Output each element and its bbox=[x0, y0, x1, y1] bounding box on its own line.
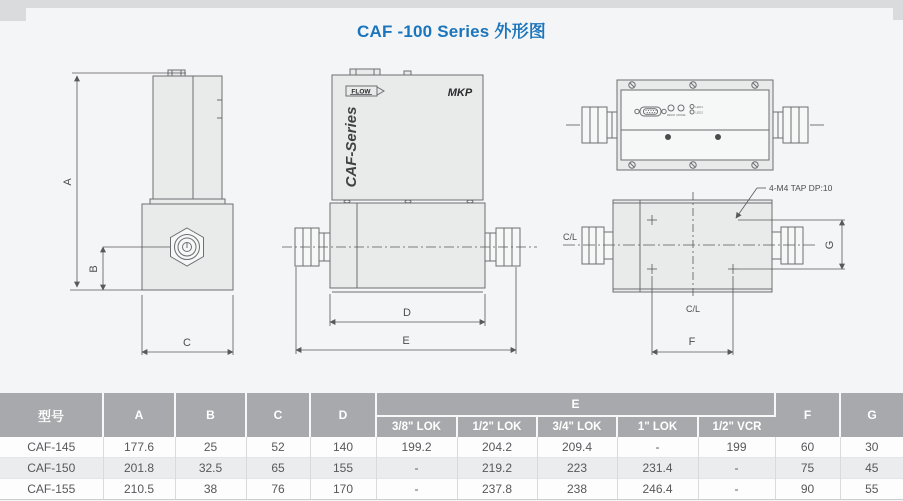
value-cell: 199 bbox=[698, 437, 775, 458]
top-view-panel bbox=[621, 90, 769, 160]
caf-series-label: CAF-Series bbox=[343, 106, 360, 188]
top-fitting-left bbox=[582, 107, 617, 143]
dim-label-d: D bbox=[403, 307, 411, 319]
tap-note-label: 4-M4 TAP DP:10 bbox=[769, 183, 833, 193]
model-cell: CAF-155 bbox=[0, 479, 103, 500]
value-cell: 75 bbox=[775, 458, 840, 479]
flow-label: FLOW bbox=[351, 88, 371, 96]
header-e: E bbox=[376, 393, 775, 416]
header-e-34lok: 3/4" LOK bbox=[537, 416, 617, 437]
dim-D bbox=[330, 294, 485, 326]
front-view bbox=[62, 70, 233, 355]
value-cell: 65 bbox=[246, 458, 310, 479]
header-e-12lok: 1/2" LOK bbox=[457, 416, 537, 437]
model-cell: CAF-145 bbox=[0, 437, 103, 458]
value-cell: 170 bbox=[310, 479, 376, 500]
brand-logo: MKP bbox=[447, 87, 473, 99]
value-cell: 223 bbox=[537, 458, 617, 479]
header-model: 型号 bbox=[0, 393, 103, 437]
table-row bbox=[0, 479, 903, 500]
value-cell: - bbox=[376, 479, 457, 500]
value-cell: 155 bbox=[310, 458, 376, 479]
front-valve-body bbox=[153, 76, 222, 199]
value-cell: 177.6 bbox=[103, 437, 175, 458]
page-title: CAF -100 Series 外形图 bbox=[357, 22, 546, 41]
value-cell: 238 bbox=[537, 479, 617, 500]
value-cell: 25 bbox=[175, 437, 246, 458]
dim-label-f: F bbox=[688, 336, 696, 348]
top-view bbox=[566, 80, 824, 170]
model-cell: CAF-150 bbox=[0, 458, 103, 479]
dim-C bbox=[142, 295, 233, 355]
side-flow-block bbox=[330, 203, 485, 288]
dimension-table bbox=[0, 393, 903, 500]
header-e-1lok: 1" LOK bbox=[617, 416, 698, 437]
front-flange bbox=[150, 199, 225, 204]
value-cell: 201.8 bbox=[103, 458, 175, 479]
value-cell: 237.8 bbox=[457, 479, 537, 500]
value-cell: 45 bbox=[840, 458, 903, 479]
value-cell: 76 bbox=[246, 479, 310, 500]
zero-button-label: ZERO bbox=[666, 113, 676, 117]
led1-label: LED1 bbox=[695, 105, 704, 109]
value-cell: 32.5 bbox=[175, 458, 246, 479]
header-e-12vcr: 1/2" VCR bbox=[698, 416, 775, 437]
value-cell: - bbox=[698, 479, 775, 500]
value-cell: 38 bbox=[175, 479, 246, 500]
bottom-view bbox=[563, 183, 845, 355]
side-view bbox=[282, 69, 537, 354]
mode-button-label: MODE bbox=[676, 113, 686, 117]
side-top-connector bbox=[350, 69, 380, 75]
header-c: C bbox=[246, 393, 310, 437]
value-cell: 246.4 bbox=[617, 479, 698, 500]
dim-label-e: E bbox=[402, 335, 410, 347]
led2-label: LED2 bbox=[695, 110, 704, 115]
header-e-38lok: 3/8" LOK bbox=[376, 416, 457, 437]
value-cell: - bbox=[376, 458, 457, 479]
value-cell: 60 bbox=[775, 437, 840, 458]
cl-label-bottom: C/L bbox=[685, 304, 701, 314]
value-cell: 55 bbox=[840, 479, 903, 500]
value-cell: - bbox=[698, 458, 775, 479]
value-cell: 204.2 bbox=[457, 437, 537, 458]
value-cell: 52 bbox=[246, 437, 310, 458]
top-fitting-right bbox=[773, 107, 808, 143]
bottom-fitting-left bbox=[582, 227, 613, 264]
value-cell: 199.2 bbox=[376, 437, 457, 458]
dim-label-c: C bbox=[183, 337, 191, 349]
value-cell: - bbox=[617, 437, 698, 458]
header-b: B bbox=[175, 393, 246, 437]
value-cell: 219.2 bbox=[457, 458, 537, 479]
bottom-view-outline bbox=[613, 200, 772, 292]
panel-screw bbox=[715, 134, 721, 140]
header-a: A bbox=[103, 393, 175, 437]
value-cell: 209.4 bbox=[537, 437, 617, 458]
value-cell: 90 bbox=[775, 479, 840, 500]
table-row bbox=[0, 458, 903, 479]
value-cell: 30 bbox=[840, 437, 903, 458]
dim-label-a: A bbox=[62, 178, 74, 186]
panel-screw bbox=[665, 134, 671, 140]
value-cell: 210.5 bbox=[103, 479, 175, 500]
cl-label-left: C/L bbox=[563, 232, 578, 242]
dim-label-b: B bbox=[88, 265, 100, 273]
table-row bbox=[0, 437, 903, 458]
value-cell: 231.4 bbox=[617, 458, 698, 479]
header-d: D bbox=[310, 393, 376, 437]
bottom-fitting-right bbox=[772, 227, 803, 264]
header-f: F bbox=[775, 393, 840, 437]
header-g: G bbox=[840, 393, 903, 437]
dim-label-g: G bbox=[824, 240, 836, 250]
value-cell: 140 bbox=[310, 437, 376, 458]
table-body bbox=[0, 437, 903, 500]
